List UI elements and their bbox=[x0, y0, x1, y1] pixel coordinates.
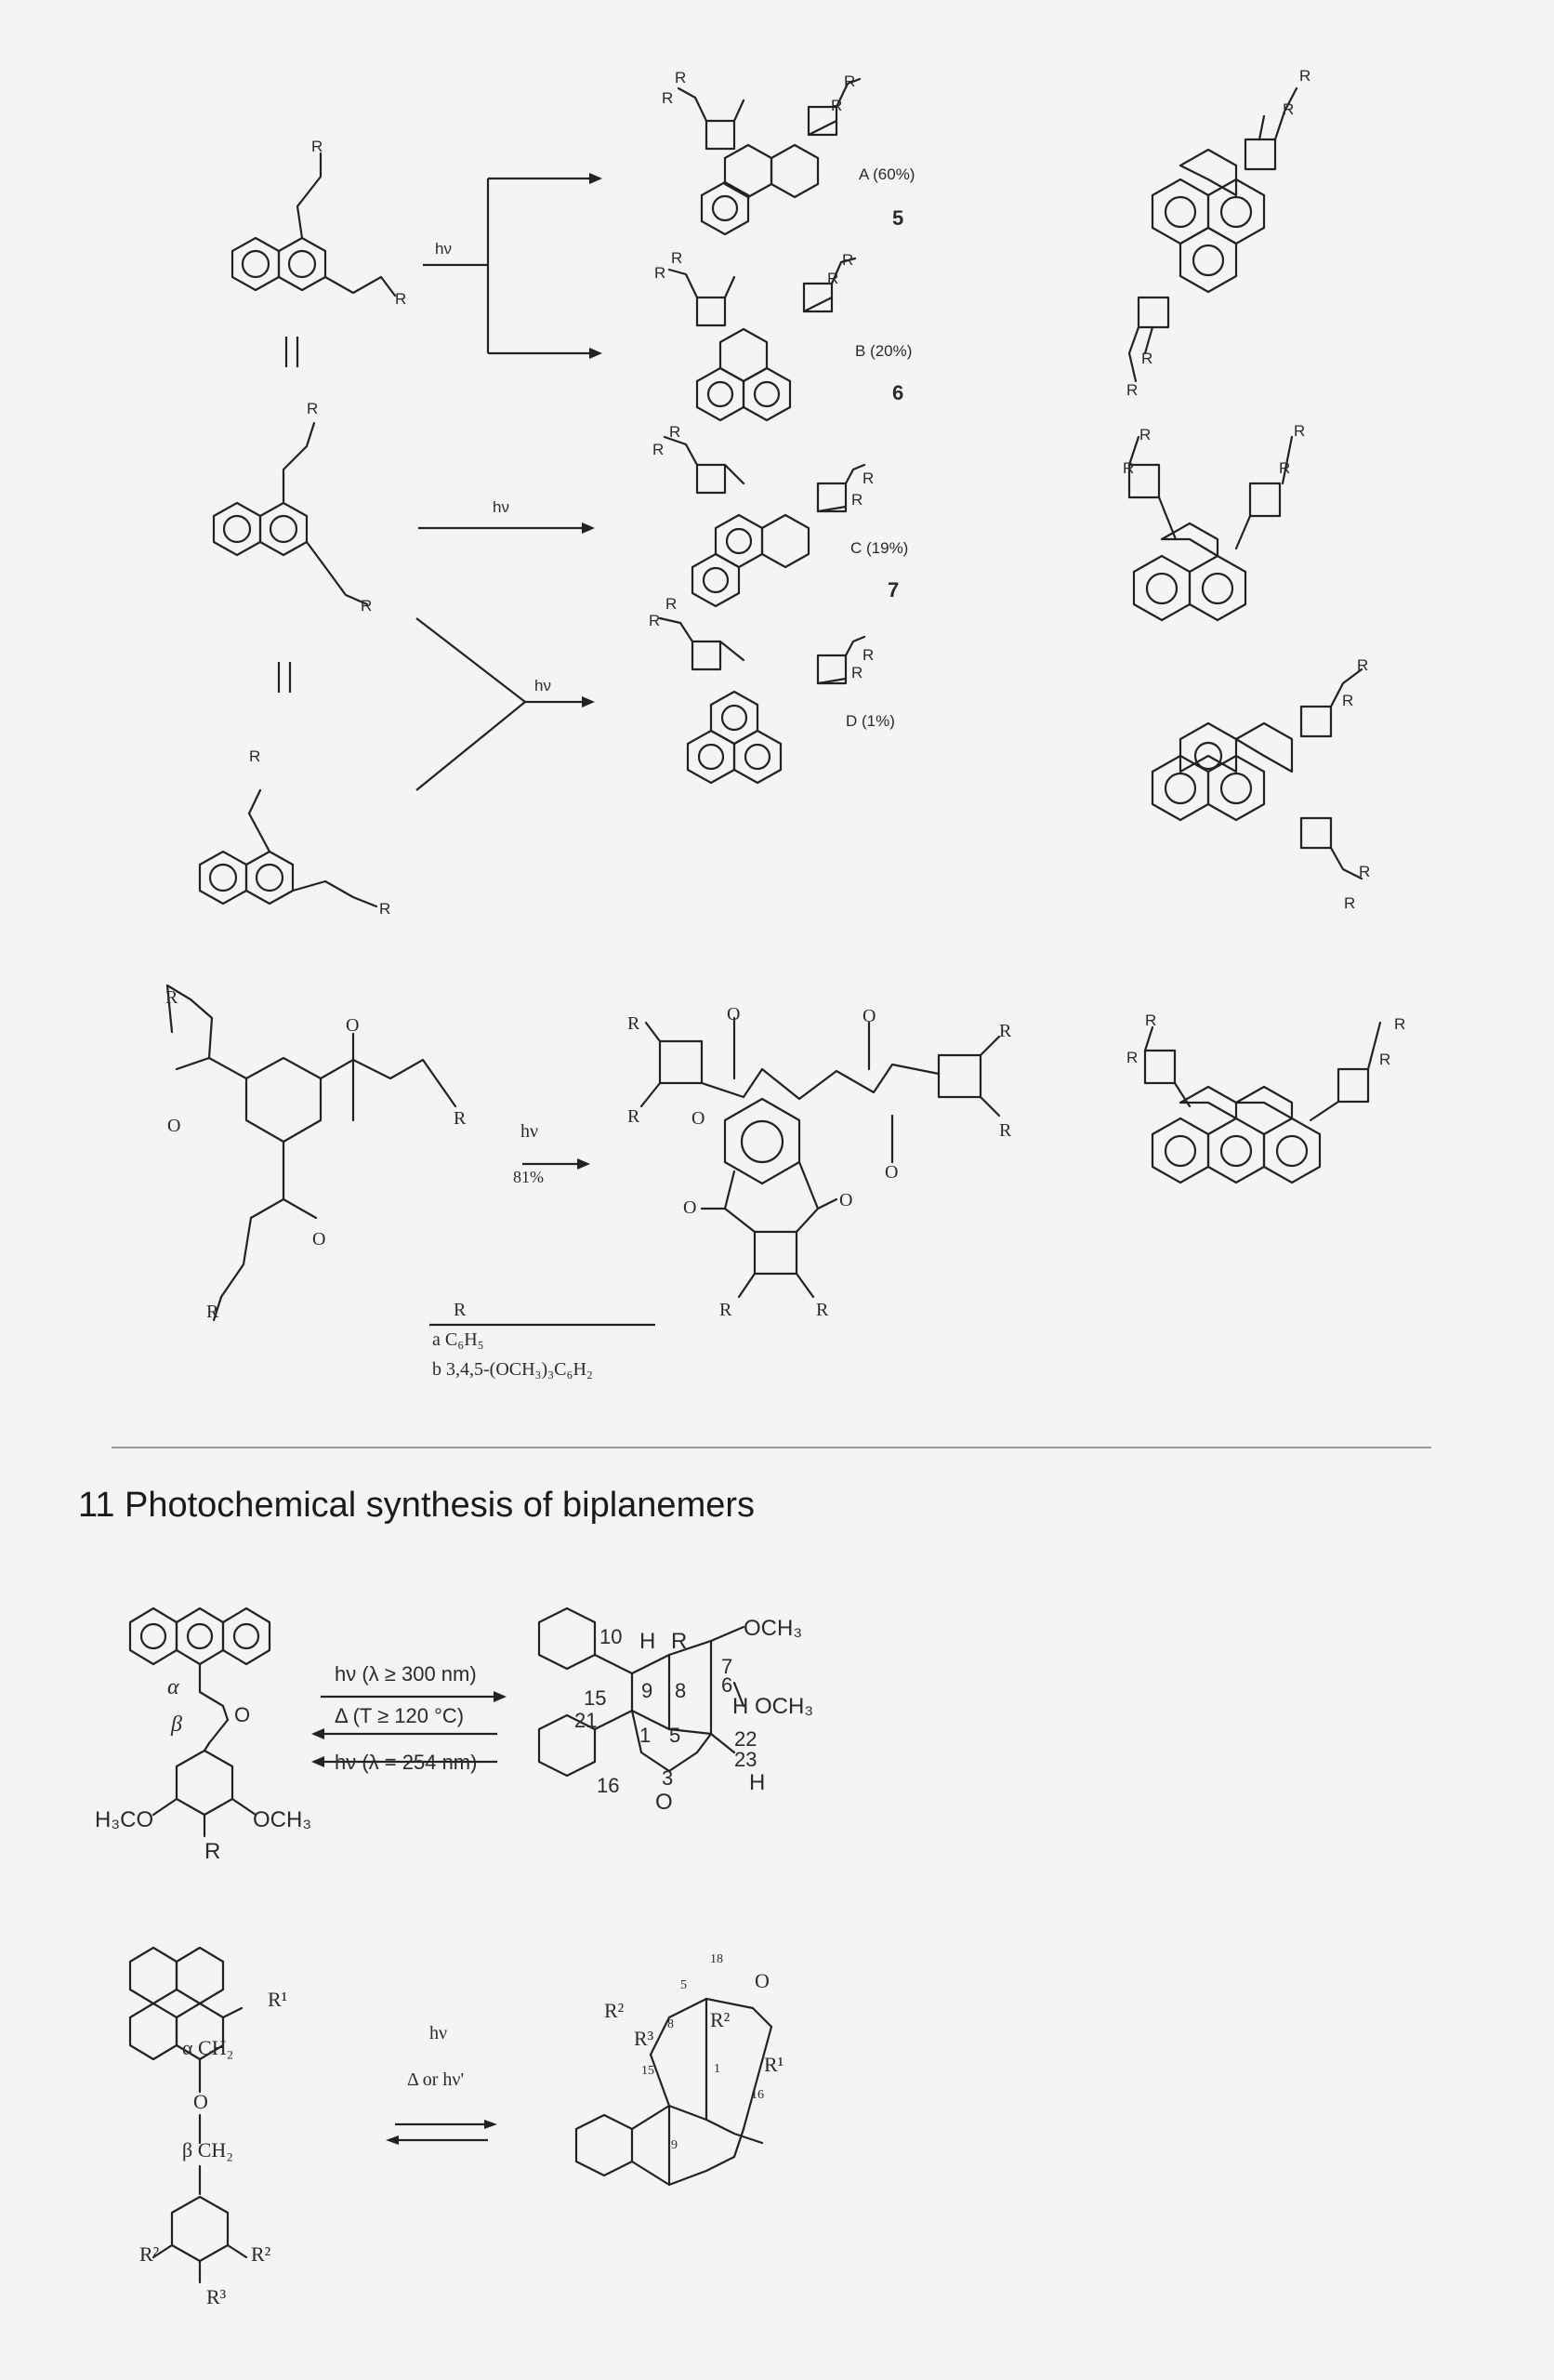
r-label: R bbox=[719, 1300, 732, 1320]
table-row-a: a C₆H₅ bbox=[432, 1329, 484, 1350]
r-label: R bbox=[671, 249, 683, 267]
carbonyl-o: O bbox=[839, 1190, 853, 1210]
ring-o: O bbox=[655, 1790, 673, 1815]
o-label: O bbox=[193, 2090, 208, 2113]
r-label: R bbox=[665, 595, 678, 613]
r-label: R bbox=[1139, 426, 1152, 443]
r-label: R bbox=[851, 664, 863, 681]
r-label: R bbox=[831, 97, 843, 114]
carbonyl-o: O bbox=[312, 1229, 326, 1250]
r-label: R bbox=[204, 1839, 221, 1864]
num-7: 7 bbox=[721, 1655, 733, 1678]
tris-cyclobutane-product bbox=[641, 1018, 999, 1297]
ether-o: O bbox=[234, 1703, 251, 1726]
r-label: R bbox=[999, 1120, 1012, 1141]
r-label: R bbox=[675, 69, 687, 86]
r-top: R bbox=[671, 1629, 688, 1654]
p-1: 1 bbox=[714, 2062, 720, 2076]
carbonyl-o: O bbox=[683, 1197, 697, 1218]
h-och3: H OCH₃ bbox=[732, 1694, 814, 1719]
beta-label: β bbox=[171, 1712, 182, 1737]
r-label: R bbox=[1379, 1051, 1391, 1068]
alpha-label: α bbox=[167, 1675, 179, 1699]
r-label: R bbox=[1126, 381, 1139, 399]
r-label: R bbox=[249, 747, 261, 765]
num-16: 16 bbox=[597, 1774, 620, 1797]
r-label: R bbox=[379, 900, 391, 918]
r-label: R bbox=[669, 423, 681, 441]
r-label: R bbox=[1141, 350, 1153, 367]
product-C bbox=[665, 437, 864, 606]
carbonyl-o: O bbox=[167, 1116, 181, 1136]
p-r2: R² bbox=[604, 1999, 625, 2022]
num-15: 15 bbox=[584, 1686, 607, 1710]
hv-label-2: hν bbox=[493, 498, 509, 516]
r-label: R bbox=[649, 612, 661, 629]
table-row-b: b 3,4,5-(OCH₃)₃C₆H₂ bbox=[432, 1359, 593, 1380]
r-label: R bbox=[1357, 656, 1369, 674]
cond1: hν (λ ≥ 300 nm) bbox=[335, 1662, 477, 1686]
conditions-hv: hν bbox=[520, 1121, 539, 1142]
r-label: R bbox=[816, 1300, 829, 1320]
hv-label-1: hν bbox=[435, 240, 452, 258]
r-label: R bbox=[662, 89, 674, 107]
naphthalene-1 bbox=[232, 153, 395, 296]
scheme1-structures bbox=[0, 0, 1554, 948]
cage-right-4 bbox=[1145, 1023, 1380, 1183]
table-header: R bbox=[454, 1300, 467, 1320]
r-label: R bbox=[206, 1302, 219, 1322]
r-label: R bbox=[844, 73, 856, 90]
r-label: R bbox=[863, 469, 875, 487]
num-9: 9 bbox=[641, 1679, 653, 1702]
r-label: R bbox=[1126, 1049, 1139, 1066]
r-label: R bbox=[1294, 422, 1306, 440]
section-title: 11 Photochemical synthesis of biplanemers bbox=[78, 1486, 756, 1525]
num-5: 5 bbox=[669, 1724, 681, 1747]
carbonyl-o: O bbox=[885, 1162, 899, 1183]
r-label: R bbox=[842, 251, 854, 269]
carbonyl-o: O bbox=[863, 1006, 876, 1026]
r-label: R bbox=[827, 270, 839, 287]
p-r2b: R² bbox=[710, 2008, 731, 2031]
r-label: R bbox=[1394, 1015, 1406, 1033]
h-top: H bbox=[639, 1629, 656, 1654]
num-6: 6 bbox=[721, 1673, 733, 1697]
num-23: 23 bbox=[734, 1748, 757, 1771]
r-label: R bbox=[361, 597, 373, 615]
r-label: R bbox=[627, 1106, 640, 1127]
r-label: R bbox=[999, 1021, 1012, 1041]
och3-label: OCH₃ bbox=[253, 1807, 312, 1832]
cage-right-3 bbox=[1152, 669, 1362, 879]
num-21: 21 bbox=[574, 1709, 598, 1732]
p-8: 8 bbox=[667, 2017, 674, 2031]
r-label: R bbox=[165, 987, 178, 1008]
naphthalene-2 bbox=[214, 423, 367, 604]
r-label: R bbox=[311, 138, 323, 155]
product-C-label: C (19%) bbox=[850, 539, 909, 557]
r-label: R bbox=[1344, 894, 1356, 912]
r-label: R bbox=[307, 400, 319, 417]
product-C-number: 7 bbox=[888, 578, 900, 602]
product-A-number: 5 bbox=[892, 206, 904, 230]
num-22: 22 bbox=[734, 1727, 757, 1751]
r-label: R bbox=[1123, 459, 1135, 477]
r-label: R bbox=[454, 1108, 467, 1129]
p-15: 15 bbox=[641, 2064, 654, 2078]
carbonyl-o: O bbox=[346, 1015, 360, 1036]
section-divider bbox=[112, 1447, 1431, 1448]
tris-enone bbox=[167, 985, 455, 1320]
r-label: R bbox=[654, 264, 666, 282]
product-B-number: 6 bbox=[892, 381, 904, 404]
num-1: 1 bbox=[639, 1724, 652, 1747]
naphthalene-3 bbox=[200, 790, 376, 906]
p-o: O bbox=[755, 1969, 770, 1992]
r-label: R bbox=[1299, 67, 1311, 85]
carbonyl-o: O bbox=[727, 1004, 741, 1025]
h-bottom: H bbox=[749, 1770, 766, 1795]
product-D-label: D (1%) bbox=[846, 712, 895, 730]
p-r3: R³ bbox=[634, 2027, 654, 2050]
p-r1: R¹ bbox=[764, 2053, 784, 2076]
beta-ch2: β CH₂ bbox=[182, 2138, 233, 2162]
num-10: 10 bbox=[599, 1625, 623, 1648]
r2-right: R² bbox=[251, 2242, 271, 2266]
carbonyl-o: O bbox=[691, 1108, 705, 1129]
hv-label-3: hν bbox=[534, 677, 551, 694]
r3-label: R³ bbox=[206, 2285, 227, 2308]
r-label: R bbox=[1283, 100, 1295, 118]
p-5: 5 bbox=[680, 1978, 687, 1992]
product-B-label: B (20%) bbox=[855, 342, 913, 360]
alpha-ch2: α CH₂ bbox=[182, 2036, 234, 2059]
p-16: 16 bbox=[751, 2088, 764, 2102]
conditions-yield: 81% bbox=[513, 1168, 544, 1186]
r-label: R bbox=[1359, 863, 1371, 880]
cage-right-1 bbox=[1129, 88, 1297, 381]
cond-bottom: Δ or hν' bbox=[407, 2069, 465, 2090]
branch-arrow bbox=[423, 178, 595, 353]
r-label: R bbox=[863, 646, 875, 664]
cond-top: hν bbox=[429, 2023, 448, 2043]
r1-label: R¹ bbox=[268, 1988, 288, 2011]
r-label: R bbox=[1145, 1012, 1157, 1029]
cond2: Δ (T ≥ 120 °C) bbox=[335, 1704, 465, 1727]
p-9: 9 bbox=[671, 2138, 678, 2152]
h3co-label: H₃CO bbox=[95, 1807, 154, 1832]
r-label: R bbox=[652, 441, 665, 458]
och3-top: OCH₃ bbox=[744, 1616, 803, 1641]
r-label: R bbox=[851, 491, 863, 509]
r-label: R bbox=[395, 290, 407, 308]
product-A-label: A (60%) bbox=[859, 165, 915, 183]
cage-right-2 bbox=[1129, 437, 1292, 620]
r2-left: R² bbox=[139, 2242, 160, 2266]
r-label: R bbox=[1342, 692, 1354, 709]
scheme4-structures bbox=[0, 1934, 1554, 2306]
r-label: R bbox=[627, 1013, 640, 1034]
product-D bbox=[660, 618, 864, 783]
p-18: 18 bbox=[710, 1952, 723, 1966]
num-3: 3 bbox=[662, 1766, 674, 1790]
cond3: hν (λ = 254 nm) bbox=[335, 1751, 478, 1774]
r-label: R bbox=[1279, 459, 1291, 477]
num-8: 8 bbox=[675, 1679, 687, 1702]
